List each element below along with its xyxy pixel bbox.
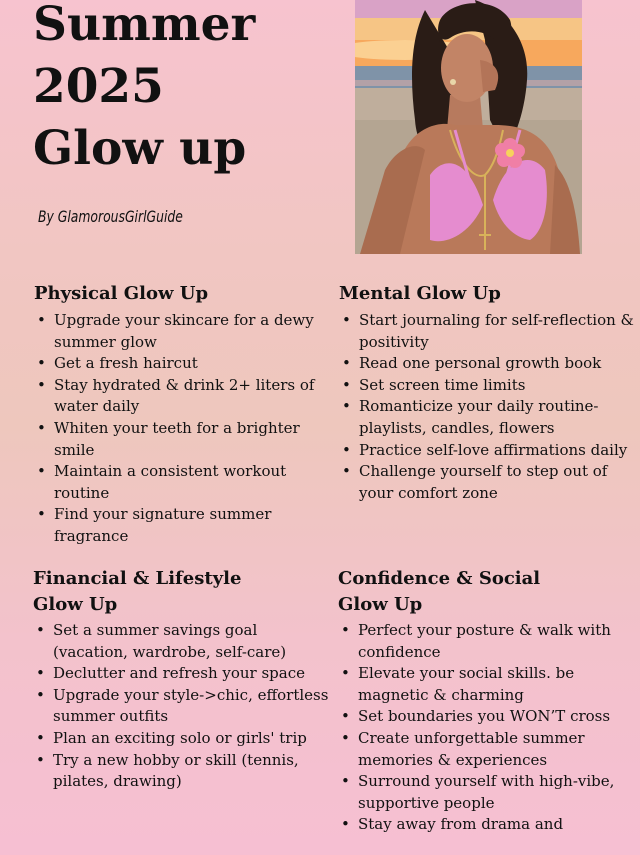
section-heading: [33, 566, 329, 618]
list-item: • Elevate your social skills. be magnetic & charming: [338, 663, 634, 706]
list-item: • Upgrade your skincare for a dewy summer glow: [34, 310, 330, 353]
title-line-1: Summer: [33, 0, 256, 52]
section-mental-glow-up: [339, 281, 635, 504]
list-item: • Upgrade your style->chic, effortless summer outfits: [33, 685, 329, 728]
title-line-3: Glow up: [33, 121, 247, 176]
list-item: • Stay hydrated & drink 2+ liters of water daily: [34, 375, 330, 418]
section-confidence-social-glow-up: [338, 566, 634, 836]
list-item: • Find your signature summer fragrance: [34, 504, 330, 547]
bullet-list: [339, 310, 635, 504]
section-heading: Physical Glow Up: [34, 283, 209, 304]
section-financial-lifestyle-glow-up: [33, 566, 329, 793]
list-item: • Plan an exciting solo or girls' trip: [33, 728, 329, 750]
list-item: • Whiten your teeth for a brighter smile: [34, 418, 330, 461]
section-physical-glow-up: [34, 281, 330, 548]
list-item: • Maintain a consistent workout routine: [34, 461, 330, 504]
section-heading: [338, 566, 634, 618]
page-title: [33, 0, 255, 180]
bullet-list: [33, 620, 329, 793]
list-item: • Try a new hobby or skill (tennis, pilates, drawing): [33, 750, 329, 793]
title-line-2: 2025: [33, 59, 164, 114]
list-item: • Get a fresh haircut: [34, 353, 330, 375]
list-item: • Start journaling for self-reflection & positivity: [339, 310, 635, 353]
list-item: • Romanticize your daily routine- playlists, candles, flowers: [339, 396, 635, 439]
section-heading-line-1: Confidence & Social: [338, 568, 541, 589]
list-item: • Practice self-love affirmations daily: [339, 440, 635, 462]
list-item: • Create unforgettable summer memories & experiences: [338, 728, 634, 771]
list-item: • Stay away from drama and: [338, 814, 634, 836]
list-item: • Read one personal growth book: [339, 353, 635, 375]
bullet-list: [34, 310, 330, 548]
list-item: • Surround yourself with high-vibe, supportive people: [338, 771, 634, 814]
list-item: • Declutter and refresh your space: [33, 663, 329, 685]
bullet-list: [338, 620, 634, 836]
beach-photo-illustration: [355, 0, 582, 254]
section-heading-line-2: Glow Up: [33, 594, 118, 615]
section-heading-line-2: Glow Up: [338, 594, 423, 615]
beach-photo: [355, 0, 582, 254]
section-heading: Mental Glow Up: [339, 283, 501, 304]
list-item: • Challenge yourself to step out of your comfort zone: [339, 461, 635, 504]
list-item: • Set boundaries you WON’T cross: [338, 706, 634, 728]
list-item: • Set a summer savings goal (vacation, wardrobe, self-care): [33, 620, 329, 663]
section-heading-line-1: Financial & Lifestyle: [33, 568, 242, 589]
list-item: • Set screen time limits: [339, 375, 635, 397]
list-item: • Perfect your posture & walk with confidence: [338, 620, 634, 663]
author-byline: By GlamorousGirlGuide: [38, 207, 183, 226]
